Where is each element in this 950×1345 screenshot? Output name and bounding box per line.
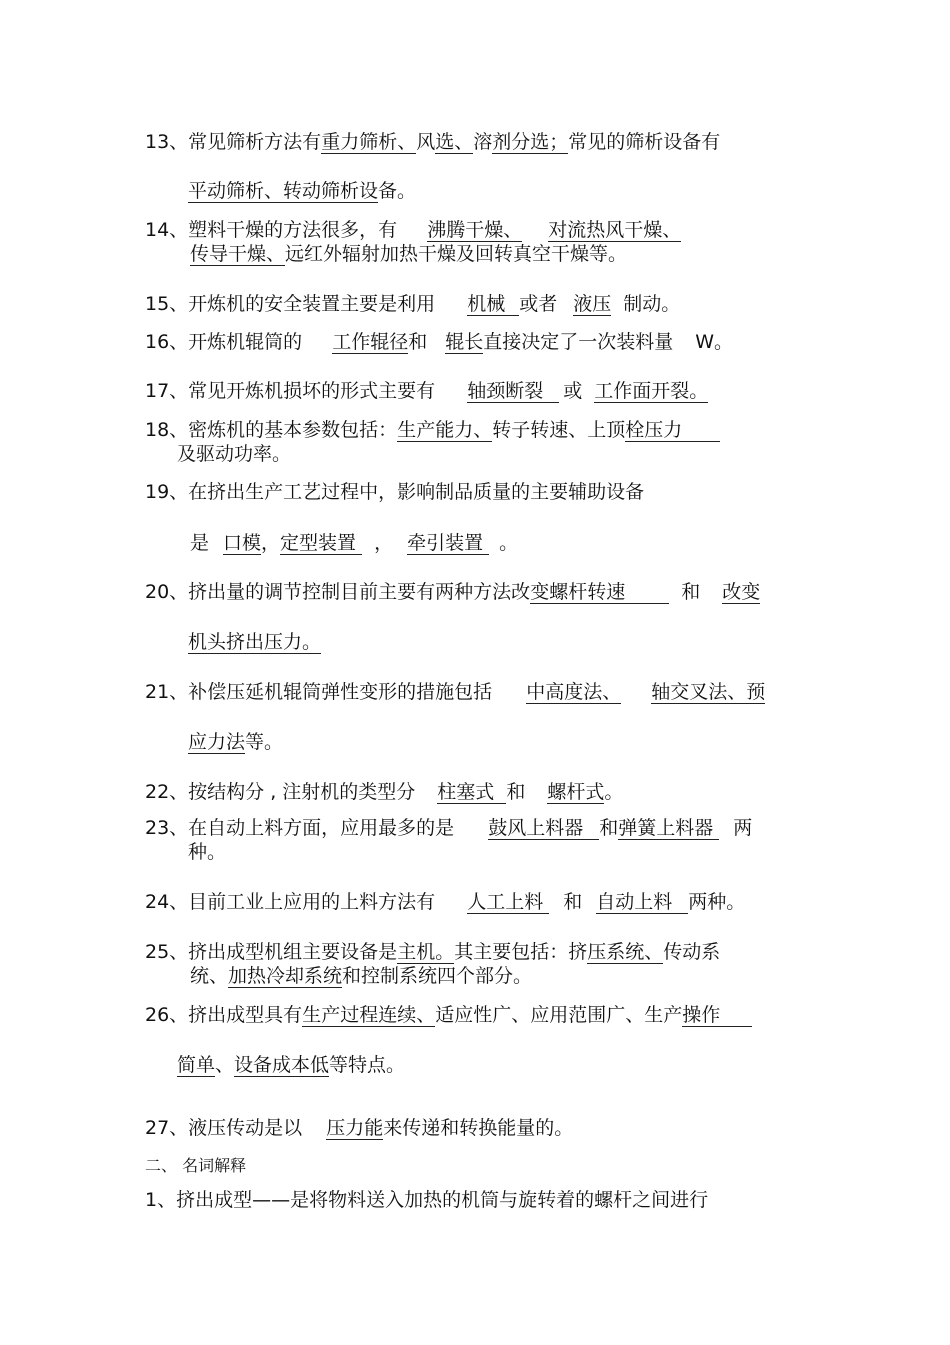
answer-blank: 牵引装置 (407, 532, 489, 555)
q20-line1: 20、挤出量的调节控制目前主要有两种方法改变螺杆转速 和 改变 (145, 581, 761, 603)
q13-line1: 13、常见筛析方法有重力筛析、风选、溶剂分选；常见的筛析设备有 (145, 131, 721, 153)
q26-line1: 26、挤出成型具有生产过程连续、适应性广、应用范围广、生产操作 (145, 1003, 752, 1027)
q22: 22、按结构分 , 注射机的类型分 柱塞式 和 螺杆式。 (145, 781, 624, 803)
answer-blank: 轴交叉法、 (651, 681, 747, 703)
answer-blank: 主机。 (397, 941, 455, 963)
q19-line2: 是 口模，定型装置 ， 牵引装置 。 (190, 532, 519, 554)
q18-line2: 及驱动功率。 (177, 443, 292, 465)
q13-line2: 平动筛析、转动筛析设备。 (188, 180, 417, 202)
q26-line2: 简单、设备成本低等特点。 (177, 1054, 406, 1076)
answer-blank: 生产能力、 (397, 419, 493, 441)
q16: 16、开炼机辊筒的 工作辊径和 辊长直接决定了一次装料量 W。 (145, 331, 734, 353)
answer-blank: 设备成本低 (234, 1054, 330, 1076)
answer-blank: 口模 (223, 532, 262, 554)
answer-blank: 重力筛析、 (321, 131, 417, 153)
answer-blank: 对流热风干燥、 (548, 219, 682, 241)
q17: 17、常见开炼机损坏的形式主要有 轴颈断裂 或 工作面开裂。 (145, 380, 709, 402)
answer-blank: 中高度法、 (526, 681, 622, 703)
answer-blank: 加热冷却系统 (228, 965, 343, 987)
q24: 24、目前工业上应用的上料方法有 人工上料 和 自动上料 两种。 (145, 891, 746, 913)
answer-blank: 变螺杆转速 (530, 581, 669, 604)
answer-blank: 预 (746, 681, 766, 703)
answer-blank: 弹簧上料器 (618, 817, 719, 840)
answer-blank: 机械 (467, 293, 519, 316)
section-heading-definitions: 二、 名词解释 (145, 1156, 247, 1175)
q23-line1: 23、在自动上料方面，应用最多的是 鼓风上料器 和弹簧上料器 两 (145, 817, 753, 839)
answer-blank: 简单 (177, 1054, 216, 1076)
answer-blank: 轴颈断裂 (467, 380, 559, 403)
answer-blank: 改变 (722, 581, 761, 603)
q15: 15、开炼机的安全装置主要是利用 机械 或者 液压 制动。 (145, 293, 681, 315)
q21-line1: 21、补偿压延机辊筒弹性变形的措施包括 中高度法、 轴交叉法、预 (145, 681, 766, 703)
q18-line1: 18、密炼机的基本参数包括：生产能力、转子转速、上顶栓压力 (145, 418, 720, 442)
answer-blank: 操作 (682, 1004, 752, 1027)
answer-blank: 剂分选； (492, 131, 569, 153)
q21-line2: 应力法等。 (188, 731, 284, 753)
answer-blank: 鼓风上料器 (488, 817, 599, 840)
answer-blank: 选、 (435, 131, 474, 153)
q27: 27、液压传动是以 压力能来传递和转换能量的。 (145, 1117, 574, 1139)
answer-blank: 人工上料 (467, 891, 549, 914)
answer-blank: 沸腾干燥、 (427, 219, 523, 241)
definition-1: 1、挤出成型——是将物料送入加热的机筒与旋转着的螺杆之间进行 (145, 1189, 709, 1211)
answer-blank: 螺杆式 (547, 781, 605, 803)
answer-blank: 压力能 (326, 1117, 384, 1139)
answer-blank: 转动筛析设 (283, 180, 379, 202)
answer-blank: 栓压力 (625, 419, 720, 442)
q20-line2 (188, 630, 321, 654)
answer-blank: 液压 (573, 293, 612, 315)
q14-line1: 14、塑料干燥的方法很多，有 沸腾干燥、 对流热风干燥、 (145, 219, 682, 241)
answer-blank: 应力法 (188, 731, 246, 753)
q19-line1: 19、在挤出生产工艺过程中，影响制品质量的主要辅助设备 (145, 481, 645, 503)
answer-blank: 压系统、 (587, 941, 664, 963)
answer-blank: 生产过程连续、 (302, 1004, 436, 1026)
answer-blank: 工作辊径 (332, 331, 409, 353)
answer-blank: 自动上料 (596, 891, 688, 914)
answer-blank: 辊长 (445, 331, 484, 353)
answer-blank: 工作面开裂。 (594, 380, 709, 402)
q25-line1: 25、挤出成型机组主要设备是主机。其主要包括：挤压系统、传动系 (145, 941, 721, 963)
answer-blank: 定型装置 (280, 532, 362, 555)
q23-line2: 种。 (188, 841, 227, 863)
answer-blank: 传导干燥、 (190, 243, 286, 265)
answer-blank: 柱塞式 (437, 781, 506, 804)
q14-line2: 传导干燥、远红外辐射加热干燥及回转真空干燥等。 (190, 243, 628, 265)
answer-blank: 平动筛析、 (188, 180, 284, 202)
answer-blank: 机头挤出压力。 (188, 631, 322, 653)
q25-line2: 统、加热冷却系统和控制系统四个部分。 (190, 965, 533, 987)
